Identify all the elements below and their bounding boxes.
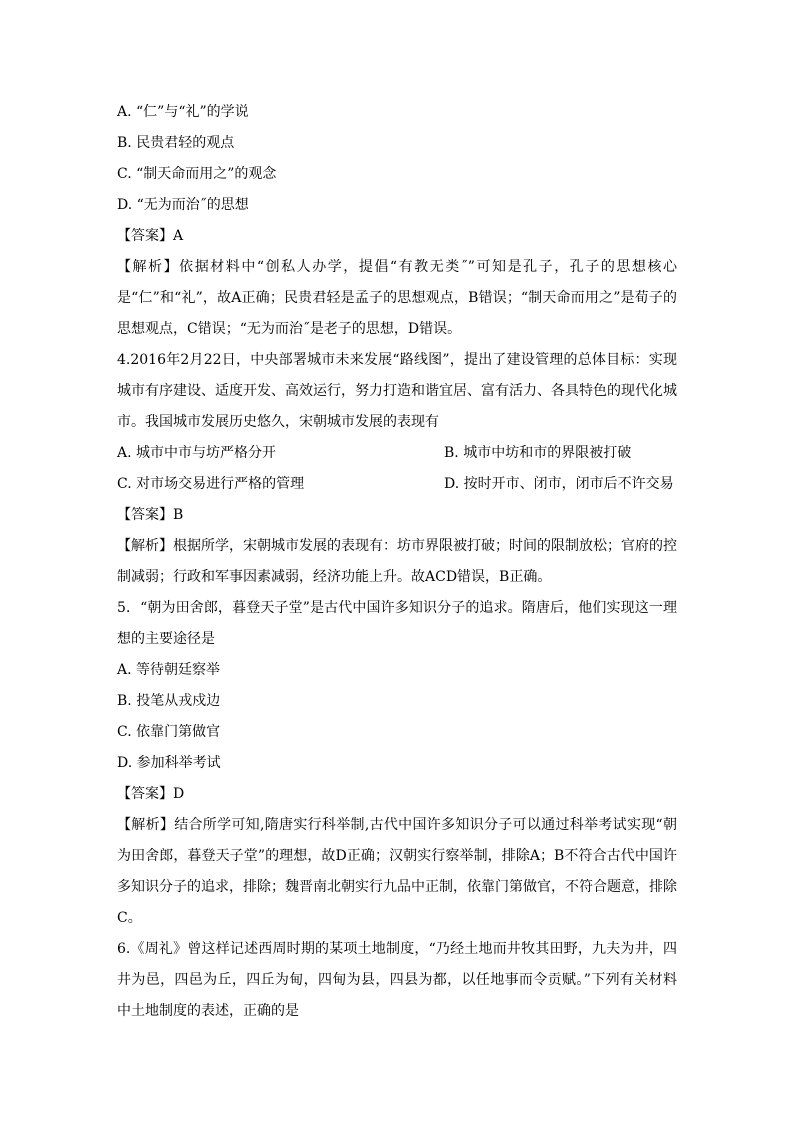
q4-answer: 【答案】B	[117, 507, 184, 523]
q3-answer: 【答案】A	[117, 228, 184, 244]
q4-option-a: A. 城市中市与坊严格分开	[117, 445, 277, 461]
q3-option-b: B. 民贵君轻的观点	[117, 135, 235, 151]
q4-option-c: C. 对市场交易进行严格的管理	[117, 476, 305, 492]
exam-page	[117, 97, 677, 1027]
q4-options-row-2	[117, 469, 677, 500]
q4-option-d: D. 按时开市、闭市，闭市后不许交易	[444, 476, 674, 492]
q4-stem: 4.2016年2月22日，中央部署城市未来发展“路线图”，提出了建设管理的总体目标：实现城市有序建设、适度开发、高效运行，努力打造和谐宜居、富有活力、各具特色的现代化城市。我国城市发展历史悠久，宋朝城市发展的表现有	[117, 352, 677, 430]
q5-analysis: 【解析】结合所学可知,隋唐实行科举制,古代中国许多知识分子可以通过科举考试实现“朝为田舍郎，暮登天子堂”的理想，故D正确；汉朝实行察举制，排除A；B不符合古代中国许多知识分子的追求，排除；魏晋南北朝实行九品中正制，依靠门第做官，不符合题意，排除C。	[117, 817, 677, 926]
q4-analysis: 【解析】根据所学，宋朝城市发展的表现有：坊市界限被打破；时间的限制放松；官府的控制减弱；行政和军事因素减弱，经济功能上升。故ACD错误，B正确。	[117, 538, 677, 585]
q5-option-b: B. 投笔从戎戍边	[117, 693, 221, 709]
q5-answer: 【答案】D	[117, 786, 185, 802]
q4-option-b: B. 城市中坊和市的界限被打破	[444, 445, 632, 461]
q5-option-c: C. 依靠门第做官	[117, 724, 221, 740]
q5-option-d: D. 参加科举考试	[117, 755, 221, 771]
q3-analysis: 【解析】依据材料中“创私人办学，提倡“有教无类˝”可知是孔子，孔子的思想核心是“仁”和“礼”，故A正确；民贵君轻是孟子的思想观点，B错误；“制天命而用之”是荀子的思想观点，C错误；“无为而治˝是老子的思想，D错误。	[117, 259, 677, 337]
q5-stem: 5．“朝为田舍郎，暮登天子堂”是古代中国许多知识分子的追求。隋唐后，他们实现这一理想的主要途径是	[117, 600, 677, 647]
q3-option-c: C. “制天命而用之”的观念	[117, 166, 277, 182]
q5-option-a: A. 等待朝廷察举	[117, 662, 221, 678]
q4-options-row-1	[117, 438, 677, 469]
q3-option-d: D. “无为而治˝的思想	[117, 197, 249, 213]
q6-stem: 6.《周礼》曾这样记述西周时期的某项土地制度，“乃经土地而井牧其田野，九夫为井，四井为邑，四邑为丘，四丘为甸，四甸为县，四县为都，以任地事而令贡赋。”下列有关材料中土地制度的表述，正确的是	[117, 941, 677, 1019]
q3-option-a: A. “仁”与“礼”的学说	[117, 104, 249, 120]
